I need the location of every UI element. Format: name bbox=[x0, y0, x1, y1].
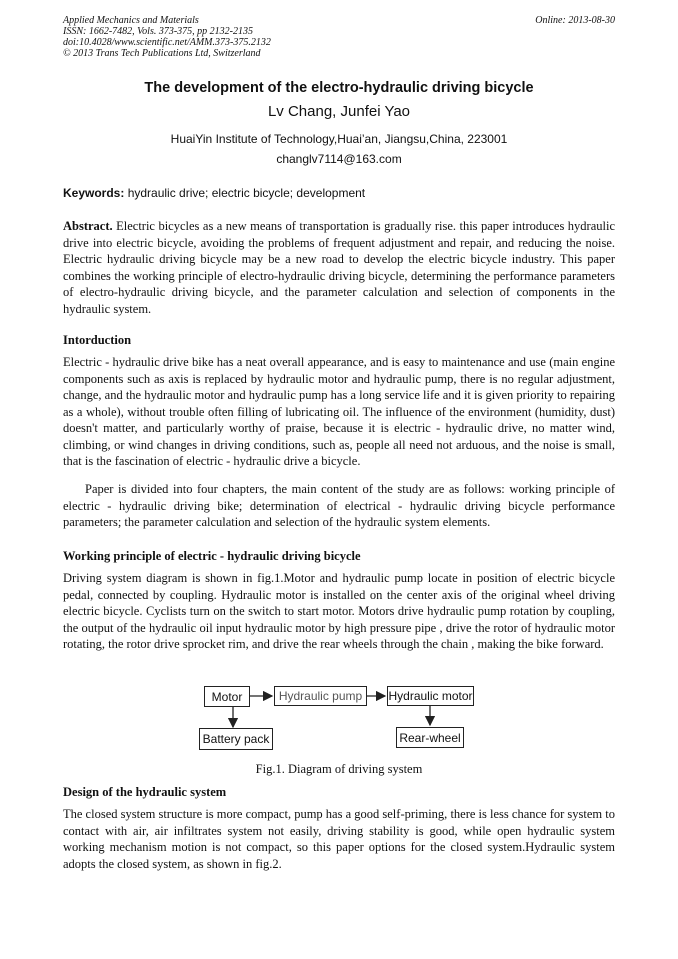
author-email: changlv7114@163.com bbox=[276, 152, 402, 166]
figure-caption: Fig.1. Diagram of driving system bbox=[255, 762, 423, 776]
hydraulic-pump-box: Hydraulic pump bbox=[274, 686, 367, 706]
working-paragraph: Driving system diagram is shown in fig.1.Motor and hydraulic pump locate in position of electric bicycle pedal, connected by coupling. Hydraulic motor is installed on the center axis of the original wheel driving electric bicycle. Cyclists turn on the switch to start motor. Motors drive hydraulic pump rotation by coupling, the output of the hydraulic oil input hydraulic motor by high pressure pipe , drive the rotor of hydraulic motor rotating, the rotor drive sprocket rim, and drive the rear wheels through the chain , making the bike forward. bbox=[63, 571, 615, 651]
issn-line: ISSN: 1662-7482, Vols. 373-375, pp 2132-2135 bbox=[63, 26, 253, 37]
design-paragraph: The closed system structure is more compact, pump has a good self-priming, there is less chance for system to contact with air, air infiltrates system not easily, driving stability is good, while open hydraulic system working mechanism motion is not compact, so this paper options for the closed system.Hydraulic system adopts the closed system, as shown in fig.2. bbox=[63, 807, 615, 871]
intro-paragraph-1: Electric - hydraulic drive bike has a neat overall appearance, and is easy to maintenance and use (main engine components such as axis is replaced by hydraulic motor and hydraulic pump, there is no regular adjustment, change, and the hydraulic motor and hydraulic pump has a long service life and it is given priority to repairing as a whole), without trouble often filling of lubricating oil. The influence of the environment (humidity, dust) doesn't matter, and particularly worthy of praise, because it is electric - hydraulic drive, no matter wind, climbing, or wind changes in driving conditions, such as, people all need not arduous, and the noise is small, that is the fascination of electric - hydraulic drive a bicycle. bbox=[63, 355, 615, 468]
affiliation: HuaiYin Institute of Technology,Huai’an, Jiangsu,China, 223001 bbox=[170, 132, 508, 146]
paper-authors: Lv Chang, Junfei Yao bbox=[267, 103, 411, 120]
copyright-line: © 2013 Trans Tech Publications Ltd, Switzerland bbox=[63, 48, 261, 59]
abstract-label: Abstract. bbox=[63, 219, 113, 233]
design-heading: Design of the hydraulic system bbox=[63, 785, 227, 799]
online-date: Online: 2013-08-30 bbox=[535, 15, 615, 26]
keywords bbox=[63, 186, 365, 200]
hydraulic-motor-box: Hydraulic motor bbox=[387, 686, 474, 706]
working-heading: Working principle of electric - hydraulic driving bicycle bbox=[63, 549, 361, 563]
abstract-text: Electric bicycles as a new means of transportation is gradually rise. this paper introduces hydraulic drive into electric bicycle, avoiding the problems of frequent adjustment and repair, and reducing the noise. Electric hydraulic driving bicycle may be a new road to develop the electric bicycle industry. This paper combines the working principle of electro-hydraulic driving bicycle, determining the performance parameters of electro-hydraulic driving bicycle, and the parameter calculation and selection of components in the hydraulic system. bbox=[63, 219, 615, 316]
intro-heading: Intorduction bbox=[63, 333, 132, 347]
abstract bbox=[63, 218, 615, 317]
motor-box: Motor bbox=[204, 686, 250, 707]
journal-header bbox=[63, 15, 271, 59]
keywords-label: Keywords: bbox=[63, 186, 125, 200]
rear-wheel-box: Rear-wheel bbox=[396, 727, 464, 748]
intro-paragraph-2: Paper is divided into four chapters, the main content of the study are as follows: working principle of electric - hydraulic driving bike; determination of electrical - hydraulic driving bicycle performance parameters; the parameter calculation and selection of the hydraulic system elements. bbox=[63, 482, 615, 529]
battery-pack-box: Battery pack bbox=[199, 728, 273, 750]
doi-line: doi:10.4028/www.scientific.net/AMM.373-375.2132 bbox=[63, 37, 271, 48]
journal-name: Applied Mechanics and Materials bbox=[63, 15, 199, 26]
paper-title: The development of the electro-hydraulic driving bicycle bbox=[144, 80, 534, 96]
keywords-text: hydraulic drive; electric bicycle; development bbox=[124, 186, 366, 200]
